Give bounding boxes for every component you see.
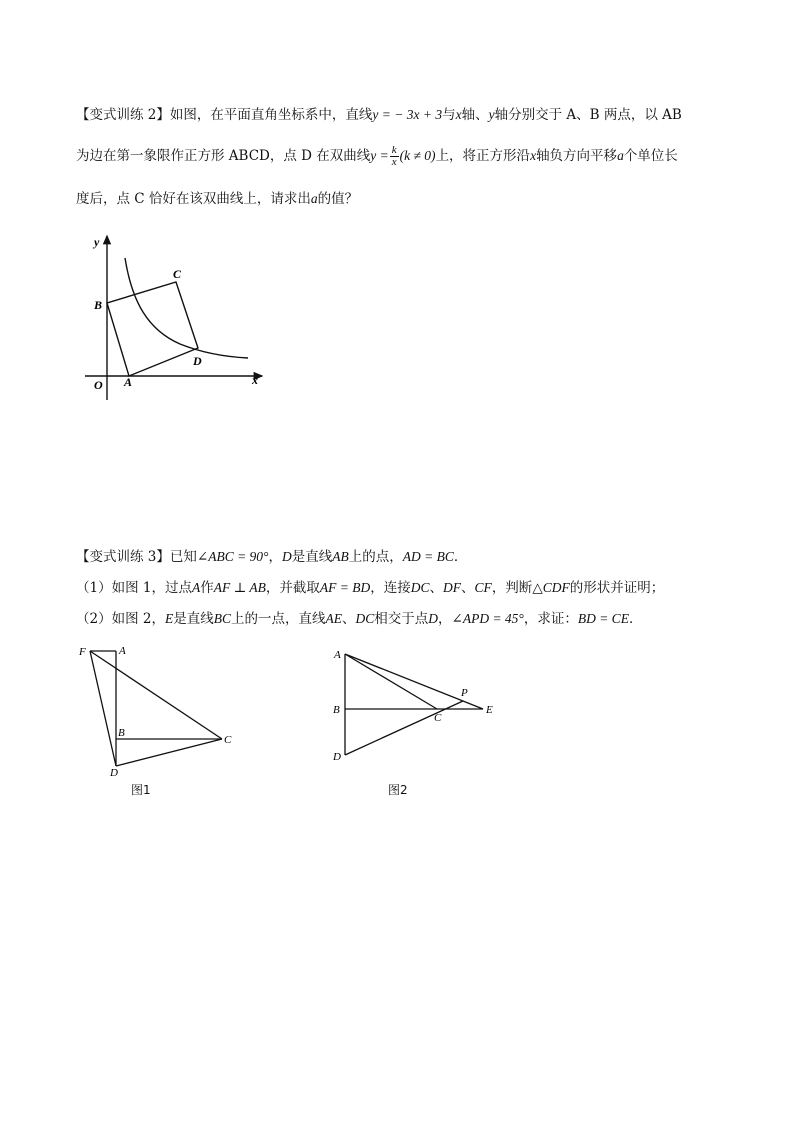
segment-fd [90, 651, 116, 766]
var-a: a [617, 148, 624, 163]
coordinate-figure [80, 232, 270, 402]
var-e: E [164, 611, 174, 626]
figure-2-caption: 图2 [388, 783, 408, 797]
fraction-denominator: x [391, 156, 397, 168]
figure-1-caption: 图1 [131, 783, 151, 797]
var-d: D [428, 611, 439, 626]
problem3-text: （1）如图 1，过点 [76, 580, 192, 596]
label-origin: O [94, 378, 103, 392]
line-ae: AE [325, 611, 342, 626]
label-d: D [333, 751, 341, 763]
problem3-text: 是直线 [173, 611, 214, 627]
label-e: E [486, 704, 493, 716]
problem2-text: 为边在第一象限作正方形 ABCD，点 D 在双曲线 [76, 148, 371, 164]
problem3-text: ，求证： [523, 611, 578, 627]
problem3-text: 相交于点 [374, 611, 429, 627]
var-y: y [488, 107, 495, 122]
problem2-tag: 【变式训练 2】 [76, 107, 170, 123]
problem2-text: 如图，在平面直角坐标系中，直线 [169, 107, 373, 123]
fraction-numerator: k [391, 144, 397, 156]
problem3-text: 的形状并证明； [569, 580, 665, 596]
problem2-line1 [76, 105, 726, 125]
label-c: C [434, 712, 442, 724]
problem3-text: ． [453, 549, 468, 565]
problem2-text: 与 [442, 107, 456, 123]
problem2-line3 [76, 189, 726, 209]
label-a: A [119, 645, 126, 657]
problem3-tag: 【变式训练 3】 [76, 549, 170, 565]
var-a: A [191, 580, 201, 595]
problem3-text: ． [628, 611, 643, 627]
line-equation: y = − 3x + 3 [372, 107, 443, 122]
problem3-text: ，并截取 [265, 580, 320, 596]
label-d: D [110, 767, 118, 779]
label-b: B [118, 727, 125, 739]
figure-1 [74, 640, 244, 780]
problem3-line1 [76, 547, 726, 567]
label-d: D [193, 354, 202, 368]
problem3-text: 已知 [169, 549, 197, 565]
angle-abc: ∠ABC = 90° [196, 549, 269, 564]
problem3-text: ， [438, 611, 452, 627]
label-b: B [333, 704, 340, 716]
problem3-text: 作 [200, 580, 214, 596]
var-x: x [530, 148, 537, 163]
problem3-text: 、 [342, 611, 356, 627]
label-p: P [461, 687, 468, 699]
segment-bc: BC [213, 611, 231, 626]
problem2-text: 个单位长 [623, 148, 678, 164]
problem3-part2 [76, 609, 726, 629]
label-c: C [224, 734, 232, 746]
segment-df: DF [443, 580, 462, 595]
var-x: x [455, 107, 462, 122]
problem3-part1 [76, 578, 726, 598]
problem2-text: 轴、 [461, 107, 489, 123]
var-ab: AB [332, 549, 349, 564]
line-dc: DC [355, 611, 375, 626]
hyperbola-curve [125, 258, 248, 358]
problem2-text: 轴分别交于 A、B 两点，以 AB [494, 107, 682, 123]
hyperbola-lhs: y = [370, 148, 389, 163]
square-abcd [107, 282, 198, 376]
hyperbola-condition: (k ≠ 0) [399, 148, 436, 163]
problem3-text: 、 [429, 580, 444, 596]
problem3-text: 上的一点，直线 [231, 611, 326, 627]
segment-dc: DC [410, 580, 430, 595]
problem2-text: 度后，点 C 恰好在该双曲线上，请求出 [76, 191, 311, 207]
problem3-text: （2）如图 2， [76, 611, 165, 627]
var-a: a [310, 191, 318, 206]
segment-ac [345, 654, 437, 709]
segment-fc [90, 651, 222, 739]
figure-2 [330, 645, 505, 770]
label-y: y [94, 235, 100, 249]
problem3-text: ，连接 [370, 580, 411, 596]
label-c: C [173, 267, 182, 281]
equation-bd-ce: BD = CE [577, 611, 629, 626]
label-f: F [79, 646, 86, 658]
segment-dc [116, 739, 222, 766]
problem3-text: 是直线 [291, 549, 333, 565]
label-a: A [334, 649, 341, 661]
problem3-text: ，判断 [491, 580, 533, 596]
angle-apd: ∠APD = 45° [451, 611, 524, 626]
segment-cf: CF [474, 580, 492, 595]
problem2-text: 轴负方向平移 [536, 148, 618, 164]
equation-ad-bc: AD = BC [402, 549, 454, 564]
var-d: D [281, 549, 292, 564]
label-x: x [252, 373, 258, 387]
problem3-text: 、 [461, 580, 475, 596]
equation-af-bd: AF = BD [319, 580, 371, 595]
problem2-text: 的值？ [317, 191, 359, 207]
problem2-text: 上，将正方形沿 [435, 148, 531, 164]
problem3-text: ， [268, 549, 282, 565]
label-b: B [94, 298, 103, 312]
problem2-line2 [76, 145, 726, 168]
label-a: A [124, 375, 133, 389]
perpendicular-af-ab: AF ⊥ AB [213, 580, 266, 595]
hyperbola-fraction [390, 145, 399, 168]
problem3-text: 上的点， [348, 549, 403, 565]
triangle-cdf: △CDF [532, 580, 570, 595]
